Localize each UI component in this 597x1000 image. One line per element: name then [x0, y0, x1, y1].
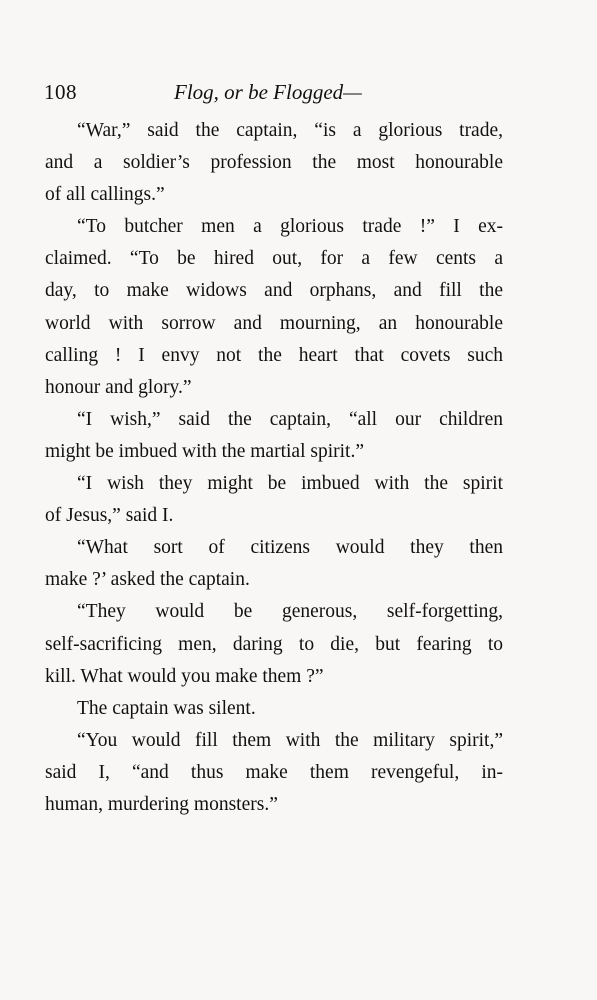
text-line: “To butcher men a glorious trade !” I ex- — [77, 216, 503, 238]
text-line: day, to make widows and orphans, and fill the — [45, 280, 503, 302]
text-line: kill. What would you make them ?” — [45, 665, 324, 687]
text-line: human, murdering monsters.” — [45, 793, 278, 815]
text-line: “They would be generous, self-forgetting, — [77, 601, 503, 623]
text-line: of Jesus,” said I. — [45, 505, 174, 527]
text-line: “You would fill them with the military spirit,” — [77, 729, 503, 751]
text-line: might be imbued with the martial spirit.” — [45, 440, 364, 462]
text-line: and a soldier’s profession the most honourable — [45, 152, 503, 174]
paragraph — [45, 211, 503, 404]
text-line: self-sacrificing men, daring to die, but fearing to — [45, 633, 503, 655]
text-line: claimed. “To be hired out, for a few cents a — [45, 248, 503, 270]
paragraph — [45, 725, 503, 821]
text-line: honour and glory.” — [45, 376, 192, 398]
text-line: calling ! I envy not the heart that covets such — [45, 344, 503, 366]
body-text — [45, 115, 503, 821]
paragraph — [45, 532, 503, 596]
text-line: said I, “and thus make them revengeful, in- — [45, 761, 503, 783]
paragraph — [45, 404, 503, 468]
text-line: world with sorrow and mourning, an honourable — [45, 312, 503, 334]
text-line: The captain was silent. — [77, 697, 256, 719]
text-line: “War,” said the captain, “is a glorious trade, — [77, 120, 503, 141]
paragraph — [45, 693, 503, 725]
text-line: make ?’ asked the captain. — [45, 569, 250, 591]
running-head — [44, 80, 564, 110]
running-title: Flog, or be Flogged— — [174, 80, 362, 104]
paragraph — [45, 596, 503, 692]
text-line: of all callings.” — [45, 184, 165, 206]
text-line: “I wish they might be imbued with the spirit — [77, 473, 503, 495]
text-line: “What sort of citizens would they then — [77, 537, 503, 559]
page-number: 108 — [44, 80, 77, 104]
paragraph — [45, 468, 503, 532]
text-line: “I wish,” said the captain, “all our children — [77, 408, 503, 430]
paragraph — [45, 115, 503, 211]
